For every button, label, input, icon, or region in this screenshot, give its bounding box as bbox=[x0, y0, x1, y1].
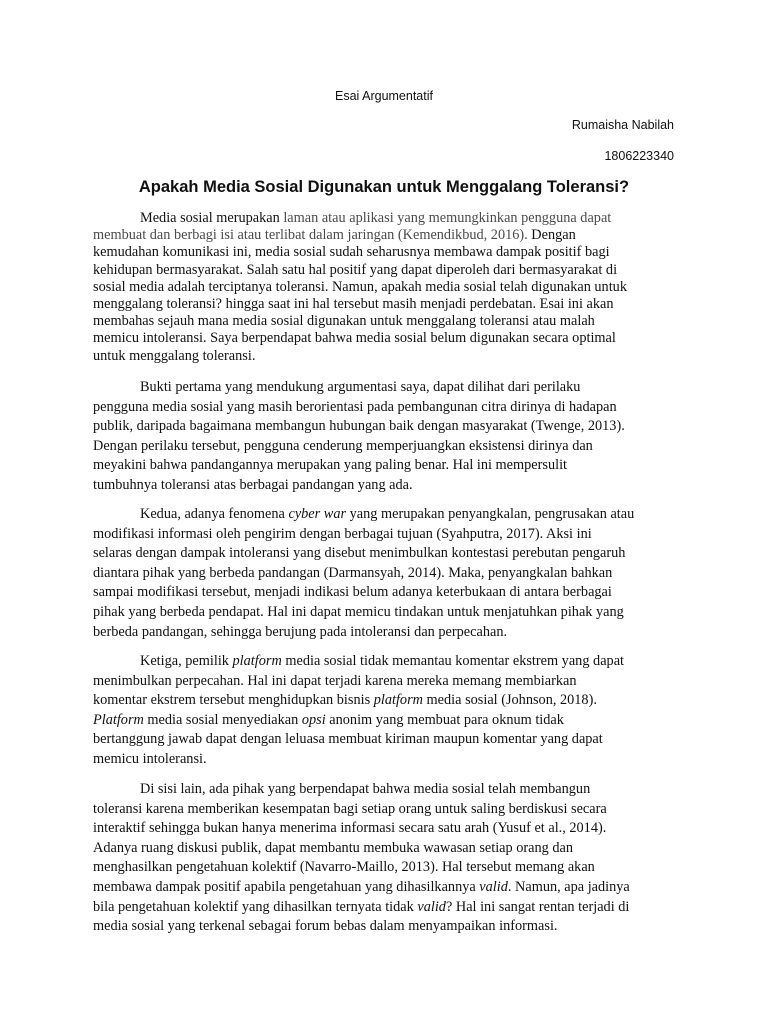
text-line: Bukti pertama yang mendukung argumentasi saya, dapat dilihat dari perilaku bbox=[140, 379, 581, 395]
text-line: pihak yang berbeda pendapat. Hal ini dapat memicu tindakan untuk menjatuhkan pihak yang bbox=[93, 603, 624, 620]
text-line: membawa dampak positif apabila pengetahuan yang dihasilkannya valid. Namun, apa jadinya bbox=[93, 878, 630, 895]
text-line: Media sosial merupakan laman atau aplikasi yang memungkinkan pengguna dapat bbox=[140, 210, 612, 226]
text-line: menghasilkan pengetahuan kolektif (Navarro-Maillo, 2013). Hal tersebut memang akan bbox=[93, 859, 595, 876]
text-line: menggalang toleransi? hingga saat ini hal tersebut masih menjadi perdebatan. Esai ini akan bbox=[93, 296, 614, 313]
text-line: interaktif sehingga bukan hanya menerima informasi secara satu arah (Yusuf et al., 2014). bbox=[93, 820, 607, 837]
paragraph-first-argument bbox=[93, 378, 683, 496]
text-line: tumbuhnya toleransi atas berbagai pandangan yang ada. bbox=[93, 476, 413, 493]
text-line: Dengan perilaku tersebut, pengguna cenderung memperjuangkan eksistensi dirinya dan bbox=[93, 437, 593, 454]
text-line: membuat dan berbagi isi atau terlibat dalam jaringan (Kemendikbud, 2016). Dengan bbox=[93, 227, 576, 244]
text-line: sosial media adalah terciptanya toleransi. Namun, apakah media sosial telah digunakan untuk bbox=[93, 278, 627, 295]
paragraph-counterargument bbox=[93, 780, 683, 937]
text-line: berbeda pandangan, sehingga berujung pada intoleransi dan perpecahan. bbox=[93, 623, 508, 640]
text-line: menimbulkan perpecahan. Hal ini dapat terjadi karena mereka memang membiarkan bbox=[93, 672, 577, 689]
document-type-label: Esai Argumentatif bbox=[335, 89, 433, 103]
text-line: komentar ekstrem tersebut menghidupkan bisnis platform media sosial (Johnson, 2018). bbox=[93, 692, 597, 709]
student-id: 1806223340 bbox=[604, 149, 674, 163]
paragraph-third-argument bbox=[93, 652, 683, 770]
text-line: Di sisi lain, ada pihak yang berpendapat bahwa media sosial telah membangun bbox=[140, 781, 591, 797]
paragraph-second-argument bbox=[93, 505, 683, 642]
text-line: bila pengetahuan kolektif yang dihasilkan ternyata tidak valid? Hal ini sangat rentan terjadi di bbox=[93, 898, 630, 915]
text-line: bertanggung jawab dapat dengan leluasa membuat kiriman maupun komentar yang dapat bbox=[93, 731, 603, 748]
text-line: Kedua, adanya fenomena cyber war yang merupakan penyangkalan, pengrusakan atau bbox=[140, 506, 635, 522]
text-line: sampai modifikasi tersebut, menjadi indikasi belum adanya keterbukaan di antara berbagai bbox=[93, 584, 612, 601]
text-line: publik, daripada bagaimana membangun hubungan baik dengan masyarakat (Twenge, 2013). bbox=[93, 418, 625, 435]
paragraph-introduction bbox=[93, 210, 683, 365]
text-line: membahas sejauh mana media sosial digunakan untuk menggalang toleransi atau malah bbox=[93, 313, 595, 330]
text-line: kehidupan bermasyarakat. Salah satu hal positif yang dapat diperoleh dari bermasyarakat di bbox=[93, 261, 618, 278]
text-line: Platform media sosial menyediakan opsi anonim yang membuat para oknum tidak bbox=[93, 711, 564, 728]
text-line: memicu intoleransi. bbox=[93, 750, 207, 767]
text-line: pengguna media sosial yang masih berorientasi pada pembangunan citra dirinya di hadapan bbox=[93, 398, 617, 415]
text-line: toleransi karena memberikan kesempatan bagi setiap orang untuk saling berdiskusi secara bbox=[93, 800, 607, 817]
text-line: memicu intoleransi. Saya berpendapat bahwa media sosial belum digunakan secara optimal bbox=[93, 330, 616, 347]
essay-title: Apakah Media Sosial Digunakan untuk Menggalang Toleransi? bbox=[138, 178, 630, 196]
text-line: Ketiga, pemilik platform media sosial tidak memantau komentar ekstrem yang dapat bbox=[140, 653, 625, 669]
text-line: kemudahan komunikasi ini, media sosial sudah seharusnya membawa dampak positif bagi bbox=[93, 244, 610, 261]
text-line: meyakini bahwa pandangannya merupakan yang paling benar. Hal ini mempersulit bbox=[93, 457, 568, 474]
text-line: modifikasi informasi oleh pengirim dengan berbagai tujuan (Syahputra, 2017). Aksi ini bbox=[93, 525, 592, 542]
text-line: Adanya ruang diskusi publik, dapat membantu membuka wawasan setiap orang dan bbox=[93, 839, 574, 856]
text-line: selaras dengan dampak intoleransi yang disebut menimbulkan kontestasi perebutan pengaruh bbox=[93, 545, 626, 562]
text-line: diantara pihak yang berbeda pandangan (Darmansyah, 2014). Maka, penyangkalan bahkan bbox=[93, 564, 613, 581]
text-line: media sosial yang terkenal sebagai forum bebas dalam menyampaikan informasi. bbox=[93, 918, 558, 935]
author-name: Rumaisha Nabilah bbox=[571, 118, 674, 132]
text-line: untuk menggalang toleransi. bbox=[93, 347, 256, 364]
